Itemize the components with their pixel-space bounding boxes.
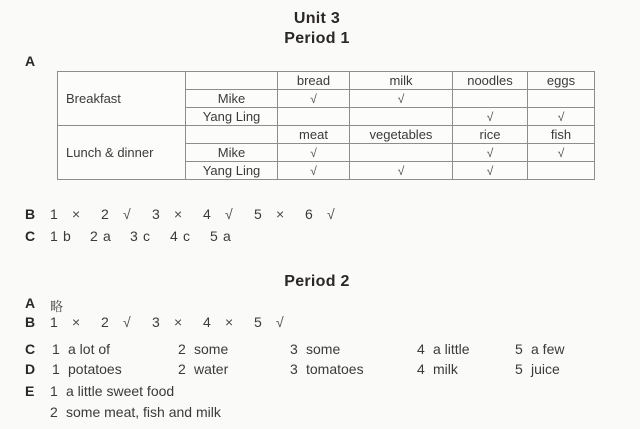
answer-number: 1	[52, 361, 60, 377]
answer-number: 4	[417, 361, 425, 377]
answer-item	[152, 206, 203, 222]
answer-number: 2	[101, 314, 109, 330]
check-cell: √	[278, 90, 350, 108]
answer-item	[417, 341, 470, 357]
answer-item	[178, 341, 228, 357]
answer-mark: ×	[72, 206, 81, 222]
answer-number: 2	[50, 404, 58, 420]
check-cell: √	[350, 90, 453, 108]
answer-item	[290, 341, 340, 357]
unit-title: Unit 3	[293, 10, 341, 27]
answer-text: tomatoes	[306, 361, 364, 377]
period1-title: Period 1	[284, 30, 350, 47]
table-row	[58, 72, 595, 90]
answer-item	[52, 361, 122, 377]
period2-e-line-2	[50, 404, 221, 420]
table-row	[58, 126, 595, 144]
answer-item	[130, 228, 170, 244]
answer-letter: c	[143, 228, 150, 244]
answer-number: 4	[417, 341, 425, 357]
check-cell: √	[453, 162, 528, 180]
check-cell: √	[453, 144, 528, 162]
answer-number: 4	[203, 314, 211, 330]
answer-text: some	[306, 341, 341, 357]
answer-item	[203, 314, 254, 330]
name-cell: Yang Ling	[186, 108, 278, 126]
food-header-cell: meat	[278, 126, 350, 144]
answer-number: 4	[170, 228, 178, 244]
answer-text: a little sweet food	[66, 383, 175, 399]
section-letter-a2: A	[25, 295, 36, 311]
food-header-cell: milk	[350, 72, 453, 90]
answer-number: 2	[178, 361, 186, 377]
period1-b-answers	[50, 206, 356, 222]
check-cell	[528, 90, 595, 108]
check-cell	[453, 90, 528, 108]
period2-e-line-1	[50, 383, 174, 399]
answer-text: a few	[531, 341, 565, 357]
answer-item	[101, 206, 152, 222]
name-cell: Mike	[186, 90, 278, 108]
answer-number: 5	[515, 361, 523, 377]
answer-number: 5	[254, 314, 262, 330]
answer-mark: ×	[225, 314, 234, 330]
answer-item	[101, 314, 152, 330]
answer-item	[50, 314, 101, 330]
answer-item	[417, 361, 458, 377]
answer-letter: a	[223, 228, 231, 244]
answer-mark: ×	[276, 206, 285, 222]
section-letter-d: D	[25, 361, 36, 377]
answer-item	[305, 206, 356, 222]
check-cell	[528, 162, 595, 180]
answer-mark: √	[225, 206, 233, 222]
section-letter-b2: B	[25, 314, 36, 330]
section-letter-a: A	[25, 53, 36, 69]
section-letter-e: E	[25, 383, 35, 399]
answer-mark: √	[123, 314, 131, 330]
answer-text: a little	[433, 341, 470, 357]
check-cell	[350, 108, 453, 126]
answer-item	[90, 228, 130, 244]
answer-text: some	[194, 341, 229, 357]
answer-mark: √	[276, 314, 284, 330]
meal-cell-lunch-dinner: Lunch & dinner	[58, 126, 186, 180]
answer-text: juice	[531, 361, 560, 377]
answer-item	[290, 361, 364, 377]
answer-number: 1	[50, 206, 58, 222]
name-cell: Mike	[186, 144, 278, 162]
answer-letter: b	[63, 228, 71, 244]
period2-b-answers	[50, 314, 305, 330]
name-cell: Yang Ling	[186, 162, 278, 180]
check-cell: √	[453, 108, 528, 126]
answer-text: water	[194, 361, 229, 377]
period1-c-answers	[50, 228, 250, 244]
answer-item	[254, 206, 305, 222]
answer-number: 3	[152, 314, 160, 330]
empty-cell	[186, 126, 278, 144]
answer-mark: √	[123, 206, 131, 222]
food-header-cell: rice	[453, 126, 528, 144]
check-cell: √	[278, 144, 350, 162]
check-cell	[278, 108, 350, 126]
answer-number: 5	[210, 228, 218, 244]
answer-item	[152, 314, 203, 330]
answer-text: a lot of	[68, 341, 111, 357]
answer-text: some meat, fish and milk	[66, 404, 221, 420]
food-header-cell: bread	[278, 72, 350, 90]
answer-item	[170, 228, 210, 244]
answer-mark: ×	[174, 206, 183, 222]
answer-number: 2	[178, 341, 186, 357]
check-cell	[350, 144, 453, 162]
food-header-cell: eggs	[528, 72, 595, 90]
answer-mark: ×	[72, 314, 81, 330]
answer-mark: √	[327, 206, 335, 222]
answer-text: potatoes	[68, 361, 122, 377]
check-cell: √	[528, 108, 595, 126]
answer-item	[52, 341, 110, 357]
meal-cell-breakfast: Breakfast	[58, 72, 186, 126]
answer-item	[50, 228, 90, 244]
answer-mark: ×	[174, 314, 183, 330]
section-letter-c: C	[25, 228, 36, 244]
answer-item	[254, 314, 305, 330]
answer-number: 3	[152, 206, 160, 222]
check-cell: √	[350, 162, 453, 180]
food-header-cell: vegetables	[350, 126, 453, 144]
answer-number: 4	[203, 206, 211, 222]
answer-letter: a	[103, 228, 111, 244]
answer-number: 6	[305, 206, 313, 222]
answer-number: 5	[515, 341, 523, 357]
answer-number: 5	[254, 206, 262, 222]
answer-number: 3	[290, 361, 298, 377]
answer-number: 3	[290, 341, 298, 357]
empty-cell	[186, 72, 278, 90]
answer-item	[203, 206, 254, 222]
section-letter-c2: C	[25, 341, 36, 357]
answer-number: 1	[52, 341, 60, 357]
period2-title: Period 2	[284, 273, 350, 290]
check-cell: √	[528, 144, 595, 162]
answer-item	[210, 228, 250, 244]
answer-number: 3	[130, 228, 138, 244]
section-letter-b: B	[25, 206, 36, 222]
answer-item	[50, 206, 101, 222]
answer-item	[515, 341, 564, 357]
check-cell: √	[278, 162, 350, 180]
period2-a-answer: 略	[50, 299, 64, 314]
food-header-cell: fish	[528, 126, 595, 144]
food-header-cell: noodles	[453, 72, 528, 90]
food-check-table	[57, 71, 595, 180]
answer-letter: c	[183, 228, 190, 244]
answer-number: 2	[101, 206, 109, 222]
answer-number: 2	[90, 228, 98, 244]
answer-number: 1	[50, 228, 58, 244]
answer-number: 1	[50, 383, 58, 399]
answer-number: 1	[50, 314, 58, 330]
answer-text: milk	[433, 361, 458, 377]
answer-item	[178, 361, 228, 377]
answer-item	[515, 361, 560, 377]
